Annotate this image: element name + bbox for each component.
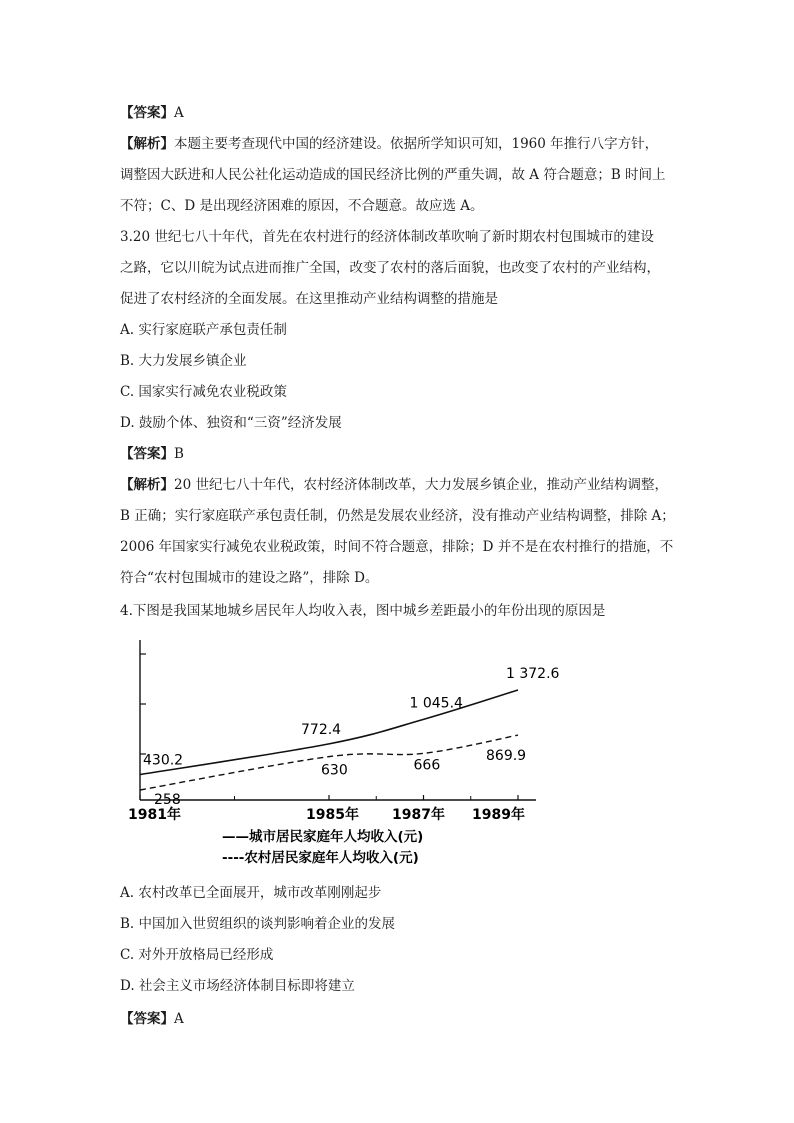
- q3-option-a: A. 实行家庭联产承包责任制: [120, 322, 287, 338]
- q4-option-d: D. 社会主义市场经济体制目标即将建立: [120, 978, 355, 994]
- x-tick-label: 1989年: [472, 807, 525, 823]
- legend-urban: ——城市居民家庭年人均收入(元): [222, 829, 424, 845]
- q3-option-c: C. 国家实行减免农业税政策: [120, 384, 287, 400]
- data-label-urban: 1 372.6: [506, 666, 560, 682]
- data-label-urban: 430.2: [143, 752, 184, 769]
- x-axis-ticks: [140, 795, 518, 800]
- q2-analysis-line-1: [120, 134, 690, 154]
- answer-value: A: [174, 105, 184, 121]
- q3-stem-line-2: 之路，它以川皖为试点进而推广全国，改变了农村的落后面貌，也改变了农村的产业结构，: [120, 260, 660, 276]
- q3-option-b: B. 大力发展乡镇企业: [120, 353, 247, 369]
- q4-option-a: A. 农村改革已全面展开，城市改革刚刚起步: [120, 885, 382, 901]
- q4-option-c: C. 对外开放格局已经形成: [120, 947, 274, 963]
- data-label-rural: 630: [321, 762, 348, 779]
- q3-analysis-line-1: [120, 475, 690, 495]
- data-label-rural: 666: [413, 757, 441, 774]
- data-label-rural: 869.9: [486, 748, 527, 765]
- x-tick-label: 1987年: [392, 807, 445, 823]
- legend-rural: ----农村居民家庭年人均收入(元): [222, 850, 419, 866]
- y-axis-ticks: [140, 654, 146, 754]
- q4-option-b: B. 中国加入世贸组织的谈判影响着企业的发展: [120, 916, 396, 932]
- data-label-urban: 772.4: [301, 721, 342, 738]
- q3-analysis-line-3: 2006 年国家实行减免农业税政策，时间不符合题意，排除；D 并不是在农村推行的措施，不: [120, 539, 674, 555]
- income-line-chart: [126, 632, 560, 870]
- q3-analysis-line-4: 符合“农村包围城市的建设之路”，排除 D。: [120, 570, 379, 586]
- data-label-urban: 1 045.4: [409, 695, 463, 712]
- q3-stem-line-3: 促进了农村经济的全面发展。在这里推动产业结构调整的措施是: [120, 291, 498, 307]
- q2-analysis-line-2: 调整因大跃进和人民公社化运动造成的国民经济比例的严重失调，故 A 符合题意；B 时间上: [120, 167, 666, 183]
- answer-label: 【答案】: [120, 446, 174, 462]
- q3-analysis-line-2: B 正确；实行家庭联产承包责任制，仍然是发展农业经济，没有推动产业结构调整，排除 A；: [120, 508, 675, 524]
- analysis-text: 本题主要考查现代中国的经济建设。依据所学知识可知，1960 年推行八字方针，: [174, 136, 659, 152]
- x-tick-label: 1985年: [306, 807, 359, 823]
- q3-option-d: D. 鼓励个体、独资和“三资”经济发展: [120, 415, 342, 431]
- q4-answer-line: [120, 1009, 690, 1029]
- analysis-label: 【解析】: [120, 477, 174, 493]
- analysis-text: 20 世纪七八十年代，农村经济体制改革，大力发展乡镇企业，推动产业结构调整，: [174, 477, 668, 493]
- q3-stem-line-1: 3.20 世纪七八十年代，首先在农村进行的经济体制改革吹响了新时期农村包围城市的建设: [120, 229, 654, 245]
- q2-answer-line: [120, 103, 690, 123]
- answer-label: 【答案】: [120, 105, 174, 121]
- x-tick-label: 1981年: [128, 807, 181, 823]
- data-label-rural: 258: [154, 792, 181, 808]
- analysis-label: 【解析】: [120, 136, 174, 152]
- q2-analysis-line-3: 不符；C、D 是出现经济困难的原因，不合题意。故应选 A。: [120, 198, 484, 214]
- answer-value: B: [174, 446, 184, 462]
- q3-answer-line: [120, 444, 690, 464]
- answer-label: 【答案】: [120, 1011, 174, 1027]
- q4-stem: 4.下图是我国某地城乡居民年人均收入表，图中城乡差距最小的年份出现的原因是: [120, 603, 606, 619]
- answer-value: A: [174, 1011, 184, 1027]
